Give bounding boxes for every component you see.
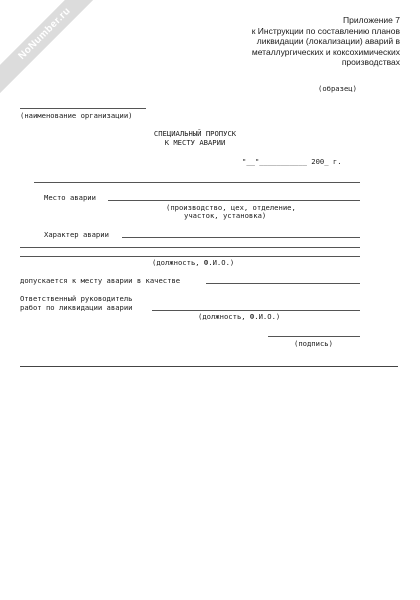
form-line: [20, 256, 360, 257]
document-subtitle: К МЕСТУ АВАРИИ: [164, 138, 226, 147]
appendix-line: к Инструкции по составлению планов: [251, 25, 400, 36]
document-title: СПЕЦИАЛЬНЫЙ ПРОПУСК: [153, 129, 237, 138]
form-line: [34, 182, 360, 183]
org-name-line: [20, 108, 146, 109]
org-name-caption: (наименование организации): [20, 111, 133, 120]
responsible-line: [152, 310, 360, 311]
appendix-header: [200, 15, 400, 68]
appendix-line: металлургических и коксохимических: [251, 46, 400, 57]
accident-place-caption: (производство, цех, отделение,: [166, 203, 296, 212]
date-field: "__"___________ 200_ г.: [242, 157, 342, 166]
appendix-line: производствах: [341, 57, 400, 68]
admitted-label: допускается к месту аварии в качестве: [20, 276, 181, 285]
signature-caption: (подпись): [294, 339, 333, 348]
signature-line: [268, 336, 360, 337]
responsible-label: работ по ликвидации аварии: [20, 303, 133, 312]
accident-place-line: [108, 200, 360, 201]
responsible-label: Ответственный руководитель: [20, 294, 133, 303]
accident-place-caption: участок, установка): [184, 211, 267, 220]
admitted-line: [206, 283, 360, 284]
sample-label: (образец): [318, 84, 357, 93]
form-line: [20, 247, 360, 248]
accident-nature-line: [122, 237, 360, 238]
accident-place-label: Место аварии: [44, 193, 96, 202]
appendix-line: Приложение 7: [343, 15, 400, 25]
responsible-caption: (должность, Ф.И.О.): [198, 312, 281, 321]
appendix-line: ликвидации (локализации) аварий в: [256, 36, 400, 47]
watermark-ribbon: NoNumber.ru: [0, 0, 112, 101]
accident-nature-label: Характер аварии: [44, 230, 109, 239]
bottom-rule: [20, 366, 398, 367]
position-caption: (должность, Ф.И.О.): [152, 258, 235, 267]
